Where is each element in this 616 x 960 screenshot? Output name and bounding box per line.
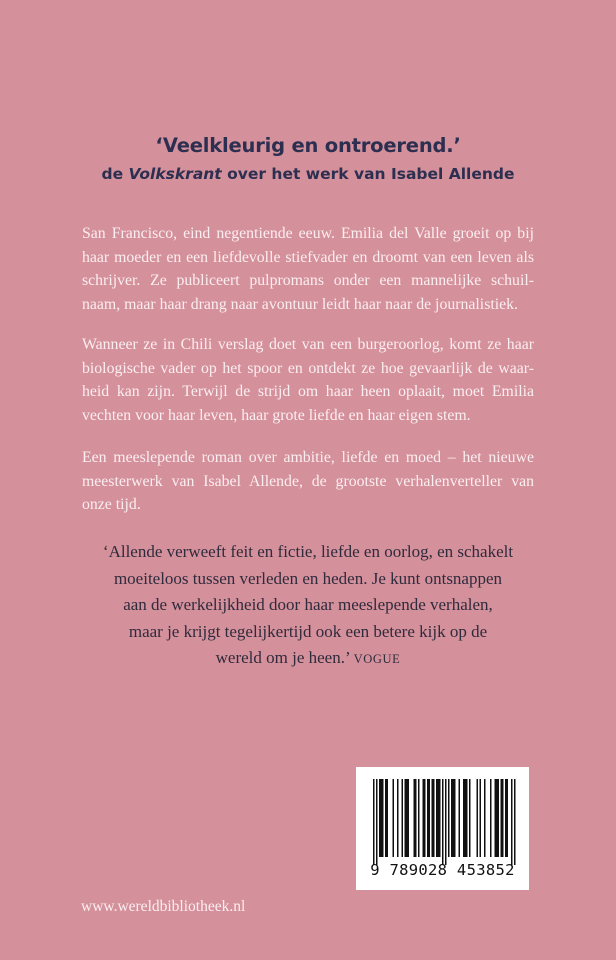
review-line: aan de werkelijkheid door haar meeslepende verhalen, (123, 595, 493, 614)
review-attribution: VOGUE (353, 652, 401, 666)
isbn-barcode (356, 767, 529, 890)
blurb-line: haar moeder en een liefdevolle stiefvader en droomt van een leven als (82, 248, 534, 266)
barcode-bar (439, 779, 441, 857)
headline-source (0, 165, 616, 183)
barcode-bar (465, 779, 467, 857)
headline (0, 134, 616, 183)
review-last-text: wereld om je heen.’ (215, 648, 354, 667)
barcode-bar (451, 779, 453, 857)
source-suffix: over het werk van Isabel Allende (221, 165, 515, 183)
barcode-bar (424, 779, 426, 857)
review-line: ‘Allende verweeft feit en fictie, liefde en oorlog, en schakelt (102, 542, 514, 561)
barcode-bar (448, 779, 450, 857)
blurb-line: onze tijd. (82, 496, 141, 513)
barcode-bar (511, 779, 513, 865)
blurb-line: schrijver. Ze publiceert pulpromans onder een mannelijke schuil- (82, 272, 534, 289)
barcode-bar (423, 779, 425, 857)
blurb-paragraph-2 (82, 333, 534, 427)
barcode-bar (393, 779, 395, 857)
barcode-bar (418, 779, 420, 857)
publisher-website: www.wereldbibliotheek.nl (81, 898, 246, 915)
barcode-bar (387, 779, 389, 857)
review-quote (0, 539, 616, 673)
barcode-bar (373, 779, 375, 865)
barcode-bar (454, 779, 456, 857)
barcode-bar (459, 779, 461, 857)
barcode-bar (463, 779, 465, 857)
review-line: maar je krijgt tegelijkertijd ook een betere kijk op de (128, 621, 488, 641)
barcode-bar (382, 779, 384, 857)
barcode-bar (502, 779, 504, 857)
barcode-bar (429, 779, 431, 857)
blurb-line: vechten voor haar leven, haar grote liefde en haar eigen stem. (82, 406, 471, 424)
barcode-bar (405, 779, 407, 857)
barcode-bar (514, 779, 516, 865)
blurb-line: naam, maar haar drang naar avontuur leidt haar naar de journalistiek. (82, 295, 518, 313)
blurb-line: biologische vader op het spoor en ontdekt ze hoe gevaarlijk de waar- (82, 359, 534, 377)
barcode-bar (469, 779, 471, 857)
barcode-bar (432, 779, 434, 857)
barcode-bar (477, 779, 479, 857)
blurb-paragraph-3 (82, 446, 534, 517)
barcode-bar (402, 779, 404, 857)
barcode-bar (480, 779, 482, 857)
source-prefix: de (101, 165, 129, 183)
barcode-bar (490, 779, 492, 857)
barcode-bar (427, 779, 429, 857)
blurb-line: Wanneer ze in Chili verslag doet van een burgeroorlog, komt ze haar (82, 336, 534, 353)
barcode-bar (381, 779, 383, 857)
barcode-bar (438, 779, 440, 857)
barcode-bar (436, 779, 438, 857)
barcode-bar (505, 779, 507, 857)
barcode-bar (415, 779, 417, 857)
blurb-line: heid kan zijn. Terwijl de strijd om haar heen oplaait, moet Emilia (82, 383, 534, 400)
barcode-bar (501, 779, 503, 857)
barcode-bar (496, 779, 498, 857)
barcode-bar (453, 779, 455, 857)
headline-quote: ‘Veelkleurig en ontroerend.’ (155, 134, 461, 157)
blurb-line: San Francisco, eind negentiende eeuw. Emilia del Valle groeit op bij (82, 225, 534, 242)
barcode-bar (495, 779, 497, 857)
barcode-bar (445, 779, 447, 865)
isbn-number: 9 789028 453852 (370, 861, 515, 879)
barcode-bar (376, 779, 378, 865)
review-line: moeiteloos tussen verleden en heden. Je kunt ontsnappen (113, 568, 503, 588)
blurb-paragraph-1 (82, 222, 534, 316)
review-line-last (0, 645, 616, 673)
barcode-bar (406, 779, 408, 857)
barcode-bar (442, 779, 444, 865)
barcode-bar (397, 779, 399, 857)
barcode-bar (484, 779, 486, 857)
barcode-bar (414, 779, 416, 857)
barcode-bar (379, 779, 381, 857)
barcode-bar (385, 779, 387, 857)
barcode-bar (507, 779, 509, 857)
barcode-bar (408, 779, 410, 857)
barcode-bar (466, 779, 468, 857)
blurb-line: Een meeslepende roman over ambitie, liefde en moed – het nieuwe (82, 449, 534, 466)
barcode-bar (433, 779, 435, 857)
source-newspaper: Volkskrant (128, 165, 222, 183)
blurb-line: meesterwerk van Isabel Allende, de grootste verhalenverteller van (82, 472, 534, 490)
barcode-bar (498, 779, 500, 857)
